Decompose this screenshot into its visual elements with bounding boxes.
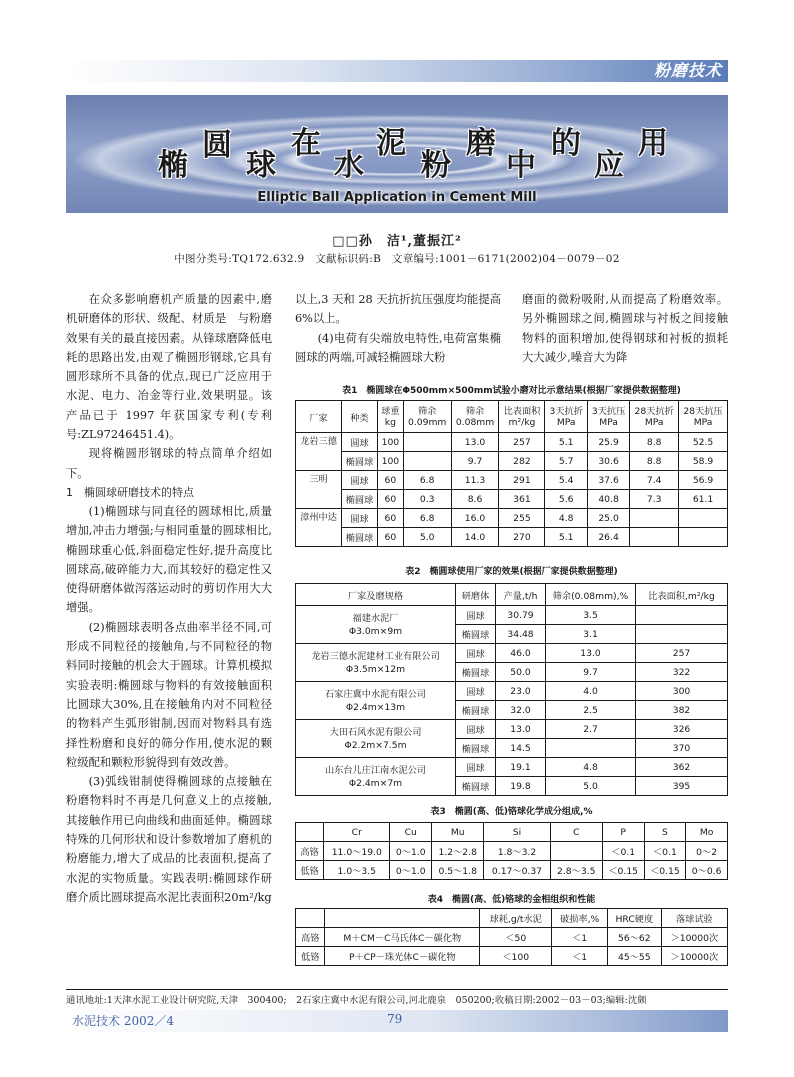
table4-caption: 表4 椭圆(高、低)铬球的金相组织和性能 (427, 895, 596, 905)
table1-header: 3天抗折 MPa (545, 401, 587, 433)
table4-cell: 低铬 (296, 947, 325, 966)
table2-cell: 圆球 (456, 644, 496, 663)
table1-cell: 257 (499, 433, 545, 452)
table1-cell: 圆球 (342, 433, 378, 452)
table1-cell: 5.7 (545, 452, 587, 471)
table3-header: S (644, 823, 686, 842)
table2-cell (636, 606, 728, 625)
table1-cell: 5.1 (545, 433, 587, 452)
table1-cell: 4.8 (545, 509, 587, 528)
table2-cell: 322 (636, 663, 728, 682)
paragraph: (1)椭圆球与同直径的圆球相比,质量增加,冲击力增强;与相同重量的圆球相比,椭圆球重心低,斜面稳定性好,提升高度比圆球高,破碎能力大,而其较好的稳定性又使得研磨体做泻落运动时的剪切作用大大增强。 (66, 504, 272, 615)
table3-header: Cu (390, 823, 432, 842)
title-char: 应 (594, 148, 624, 183)
text-column-2 (295, 290, 501, 367)
table2-cell: 382 (636, 701, 728, 720)
table3-cell: 0～2 (686, 842, 728, 861)
table1-cell: 9.7 (451, 452, 499, 471)
mill-spec: Φ3.5m×12m (345, 663, 406, 675)
classification-line: 中图分类号:TQ172.632.9 文献标识码:B 文章编号:1001－6171(2002)04－0079－02 (174, 253, 620, 265)
footer-divider (66, 989, 728, 990)
table1-cell: 25.0 (587, 509, 629, 528)
table1-cell: 52.5 (679, 433, 728, 452)
table3-cell: 0～1.0 (390, 842, 432, 861)
table1-cell: 60 (377, 509, 403, 528)
table3-header: C (550, 823, 602, 842)
table3-header: Mo (686, 823, 728, 842)
table4-cell: ＞10000次 (661, 947, 727, 966)
table3-header: Cr (324, 823, 390, 842)
english-title: Elliptic Ball Application in Cement Mill (257, 190, 537, 205)
table4-cell: ＜100 (480, 947, 552, 966)
table4-header: 落球试验 (661, 909, 727, 928)
table2-cell: 4.8 (546, 758, 636, 777)
table2-cell: 34.48 (496, 625, 546, 644)
title-char: 椭 (158, 148, 188, 183)
table3-header (296, 823, 324, 842)
table4-cell: P＋CP－珠光体C－碳化物 (325, 947, 480, 966)
table-row (296, 452, 728, 471)
table1-cell: 7.3 (630, 490, 679, 509)
table3-cell: 1.0～3.5 (324, 861, 390, 880)
table1-cell: 6.8 (403, 471, 451, 490)
table1-cell: 60 (377, 490, 403, 509)
table3-cell: 0.17～0.37 (484, 861, 550, 880)
table4-cell: ＜50 (480, 928, 552, 947)
table2-header: 比表面积,m²/kg (636, 584, 728, 606)
table2-factory (296, 644, 456, 682)
paragraph: (4)电荷有尖端放电特性,电荷富集椭圆球的两端,可减轻椭圆球大粉 (295, 331, 501, 364)
table1-header: 28天抗折 MPa (630, 401, 679, 433)
table2-cell: 椭圆球 (456, 777, 496, 796)
table2-header: 产量,t/h (496, 584, 546, 606)
table2-cell: 椭圆球 (456, 701, 496, 720)
table1-cell: 255 (499, 509, 545, 528)
table4-header (296, 909, 325, 928)
mill-spec: Φ2.4m×13m (345, 701, 406, 713)
table3-cell: 2.8～3.5 (550, 861, 602, 880)
table2-cell: 2.5 (546, 701, 636, 720)
title-char: 粉 (421, 148, 451, 183)
table1-header: 28天抗压 MPa (679, 401, 728, 433)
table4-header: 破损率,% (552, 909, 608, 928)
title-char: 的 (551, 126, 581, 161)
table1-cell: 5.1 (545, 528, 587, 547)
table-row (296, 861, 728, 880)
table1-header: 比表面积 m²/kg (499, 401, 545, 433)
table1-cell: 龙岩三德 (296, 433, 342, 471)
table-row (296, 758, 728, 777)
table1-cell: 椭圆球 (342, 528, 378, 547)
table2-cell: 3.5 (546, 606, 636, 625)
table1-cell: 100 (377, 433, 403, 452)
title-char: 磨 (466, 126, 496, 161)
table3-cell: ＜0.15 (602, 861, 644, 880)
table1-header: 种类 (342, 401, 378, 433)
table3-cell: 0～0.6 (686, 861, 728, 880)
table-row (296, 682, 728, 701)
table1-cell: 5.4 (545, 471, 587, 490)
factory-name: 福建水泥厂 (352, 612, 399, 624)
paragraph: (3)弧线钳制使得椭圆球的点接触在粉磨物料时不再是几何意义上的点接触,其接触作用已向曲线和曲面延伸。椭圆球特殊的几何形状和设计参数增加了磨机的粉磨能力,增大了成品的比表面积,提高了水泥的实物质量。实践表明:椭圆球作研磨介质比圆球提高水泥比表面积20m²/kg (66, 775, 272, 904)
table3-cell: 0.5～1.8 (432, 861, 484, 880)
footnote-address: 通讯地址:1天津水泥工业设计研究院,天津 300400; 2石家庄冀中水泥有限公司,河北鹿泉 050200;收稿日期:2002－03－03;编辑:沈颇 (66, 995, 647, 1006)
table4-cell: M＋CM－C马氏体C－碳化物 (325, 928, 480, 947)
table2-caption: 表2 椭圆球使用厂家的效果(根据厂家提供数据整理) (405, 567, 618, 577)
table1-cell: 13.0 (451, 433, 499, 452)
section-heading: 1 椭圆球研磨技术的特点 (66, 485, 194, 499)
table1-cell: 漳州中达 (296, 509, 342, 547)
factory-name: 龙岩三德水泥建材工业有限公司 (311, 650, 440, 662)
title-char: 泥 (376, 126, 406, 161)
table4-header (325, 909, 480, 928)
table1-cell: 61.1 (679, 490, 728, 509)
table3-caption: 表3 椭圆(高、低)铬球化学成分组成,% (430, 807, 593, 817)
table3-cell: 高铬 (296, 842, 324, 861)
table3-cell: 低铬 (296, 861, 324, 880)
table4 (295, 908, 728, 966)
table2-cell: 32.0 (496, 701, 546, 720)
table3-header: Si (484, 823, 550, 842)
table2-cell: 圆球 (456, 758, 496, 777)
mill-spec: Φ3.0m×9m (348, 625, 403, 637)
table2-cell: 椭圆球 (456, 663, 496, 682)
table2-cell: 4.0 (546, 682, 636, 701)
table1-header: 球重 kg (377, 401, 403, 433)
table2-cell: 3.1 (546, 625, 636, 644)
table1-cell (630, 528, 679, 547)
title-char: 球 (246, 148, 276, 183)
table4-header: 球耗,g/t水泥 (480, 909, 552, 928)
table3-cell: 0～1.0 (390, 861, 432, 880)
table2-cell: 圆球 (456, 606, 496, 625)
table3 (295, 822, 728, 880)
table2-cell: 370 (636, 739, 728, 758)
title-char: 中 (506, 148, 536, 183)
table1-cell: 60 (377, 471, 403, 490)
table2-cell: 圆球 (456, 720, 496, 739)
table2-cell: 19.8 (496, 777, 546, 796)
table1-cell: 圆球 (342, 471, 378, 490)
table1-header: 厂家 (296, 401, 342, 433)
table2-factory (296, 720, 456, 758)
table1-cell: 0.3 (403, 490, 451, 509)
table2-cell: 46.0 (496, 644, 546, 663)
table4-cell: ＜1 (552, 928, 608, 947)
table4-cell: 高铬 (296, 928, 325, 947)
table2-cell: 椭圆球 (456, 739, 496, 758)
table1-cell: 60 (377, 528, 403, 547)
table1-cell: 30.6 (587, 452, 629, 471)
table3-cell: ＜0.1 (644, 842, 686, 861)
table2-header: 厂家及磨规格 (296, 584, 456, 606)
table-row (296, 928, 728, 947)
table1-cell: 25.9 (587, 433, 629, 452)
table4-cell: 56～62 (607, 928, 661, 947)
table1-cell (403, 433, 451, 452)
table2-cell: 362 (636, 758, 728, 777)
table2-cell: 圆球 (456, 682, 496, 701)
factory-name: 石家庄冀中水泥有限公司 (324, 688, 427, 700)
table3-cell: ＜0.15 (644, 861, 686, 880)
table1-cell: 361 (499, 490, 545, 509)
table4-cell: ＞10000次 (661, 928, 727, 947)
paragraph: 在众多影响磨机产质量的因素中,磨机研磨体的形状、级配、材质是 与粉磨效果有关的最直接因素。从锋球磨降低电耗的思路出发,由观了椭圆形钢球,它具有圆形球所不具备的优点,现已广泛应用于水泥、电力、冶金等行业,效果明显。该产品已于 1997 年获国家专利(专利号:ZL97246451.4)。 (66, 293, 272, 442)
table-row (296, 509, 728, 528)
table1-cell (403, 452, 451, 471)
mill-spec: Φ2.2m×7.5m (344, 739, 407, 751)
table1-cell: 5.0 (403, 528, 451, 547)
table2-cell: 23.0 (496, 682, 546, 701)
table3-cell: 1.8～3.2 (484, 842, 550, 861)
table2-cell: 14.5 (496, 739, 546, 758)
title-char: 水 (334, 148, 364, 183)
table1-cell: 37.6 (587, 471, 629, 490)
table1-header: 3天抗压 MPa (587, 401, 629, 433)
table1-cell: 291 (499, 471, 545, 490)
paragraph: 现将椭圆形钢球的特点简单介绍如下。 (66, 447, 272, 480)
table1-cell: 8.8 (630, 433, 679, 452)
table-row (296, 490, 728, 509)
table1-cell: 8.6 (451, 490, 499, 509)
factory-name: 山东台儿庄江南水泥公司 (324, 764, 427, 776)
table1-header: 筛余 0.08mm (451, 401, 499, 433)
table1-caption: 表1 椭圆球在Φ500mm×500mm试验小磨对比示意结果(根据厂家提供数据整理) (342, 386, 681, 396)
title-char: 用 (638, 126, 668, 161)
journal-issue: 水泥技术 2002／4 (72, 1014, 174, 1028)
table1-cell: 5.6 (545, 490, 587, 509)
table-row (296, 433, 728, 452)
table1-cell (630, 509, 679, 528)
table1-cell: 270 (499, 528, 545, 547)
table2-factory (296, 606, 456, 644)
authors: □□孙 洁¹,董振江² (332, 234, 462, 249)
table1-cell: 14.0 (451, 528, 499, 547)
table4-cell: ＜1 (552, 947, 608, 966)
paragraph: 磨面的微粉吸附,从而提高了粉磨效率。另外椭圆球之间,椭圆球与衬板之间接触物料的面积增加,使得钢球和衬板的损耗大大减少,噪音大为降 (522, 293, 728, 364)
table1-cell: 圆球 (342, 509, 378, 528)
table2-cell: 326 (636, 720, 728, 739)
table2-cell: 13.0 (496, 720, 546, 739)
table2-cell: 257 (636, 644, 728, 663)
table3-header: Mu (432, 823, 484, 842)
table1-cell (679, 509, 728, 528)
table-row (296, 644, 728, 663)
table2-cell: 19.1 (496, 758, 546, 777)
table1-cell: 16.0 (451, 509, 499, 528)
table1 (295, 400, 728, 547)
table2-cell: 395 (636, 777, 728, 796)
title-char: 圆 (202, 128, 232, 163)
article-title (66, 95, 728, 185)
table3-cell: ＜0.1 (602, 842, 644, 861)
table2-header: 研磨体 (456, 584, 496, 606)
table3-cell: 11.0～19.0 (324, 842, 390, 861)
table-row (296, 606, 728, 625)
table-row (296, 471, 728, 490)
table1-cell: 100 (377, 452, 403, 471)
table2-cell: 5.0 (546, 777, 636, 796)
paragraph: 以上,3 天和 28 天抗折抗压强度均能提高 6%以上。 (295, 293, 501, 326)
table2 (295, 583, 728, 796)
table2-factory (296, 682, 456, 720)
table2-cell: 2.7 (546, 720, 636, 739)
table2-factory (296, 758, 456, 796)
title-banner (66, 95, 728, 213)
table2-cell: 50.0 (496, 663, 546, 682)
table1-cell: 椭圆球 (342, 452, 378, 471)
table2-cell (636, 625, 728, 644)
title-char: 在 (291, 126, 321, 161)
table1-cell: 56.9 (679, 471, 728, 490)
table1-cell: 282 (499, 452, 545, 471)
table2-cell: 13.0 (546, 644, 636, 663)
table2-cell: 9.7 (546, 663, 636, 682)
table3-cell: 1.2～2.8 (432, 842, 484, 861)
text-column-1 (66, 290, 272, 907)
table2-cell: 30.79 (496, 606, 546, 625)
table-row (296, 528, 728, 547)
table1-cell: 40.8 (587, 490, 629, 509)
text-column-3 (522, 290, 728, 367)
table2-cell: 300 (636, 682, 728, 701)
factory-name: 大田石风水泥有限公司 (329, 726, 422, 738)
table2-cell: 椭圆球 (456, 625, 496, 644)
table1-cell (679, 528, 728, 547)
section-title: 粉磨技术 (653, 61, 722, 80)
table1-cell: 6.8 (403, 509, 451, 528)
table1-cell: 8.8 (630, 452, 679, 471)
table4-header: HRC硬度 (607, 909, 661, 928)
table-row (296, 842, 728, 861)
table1-header: 筛余 0.09mm (403, 401, 451, 433)
table3-cell (550, 842, 602, 861)
table1-cell: 11.3 (451, 471, 499, 490)
table1-cell: 三明 (296, 471, 342, 509)
table4-cell: 45～55 (607, 947, 661, 966)
table1-cell: 7.4 (630, 471, 679, 490)
table2-cell (546, 739, 636, 758)
table2-header: 筛余(0.08mm),% (546, 584, 636, 606)
section-header-bar (66, 60, 728, 82)
table3-header: P (602, 823, 644, 842)
page-number: 79 (387, 1012, 403, 1026)
mill-spec: Φ2.4m×7m (348, 777, 403, 789)
paragraph: (2)椭圆球表明各点曲率半径不同,可形成不同粒径的接触角,与不同粒径的物料同时接触的机会大于圆球。计算机模拟实验表明:椭圆球与物料的有效接触面积比圆球大30%,且在接触角内对不同粒径的物料产生弧形钳制,因而对物料具有选择性粉磨和良好的筛分作用,使水泥的颗粒级配和颗粒形貌得到有效改善。 (66, 620, 272, 769)
table-row (296, 720, 728, 739)
table1-cell: 椭圆球 (342, 490, 378, 509)
table-row (296, 947, 728, 966)
table1-cell: 26.4 (587, 528, 629, 547)
table1-cell: 58.9 (679, 452, 728, 471)
